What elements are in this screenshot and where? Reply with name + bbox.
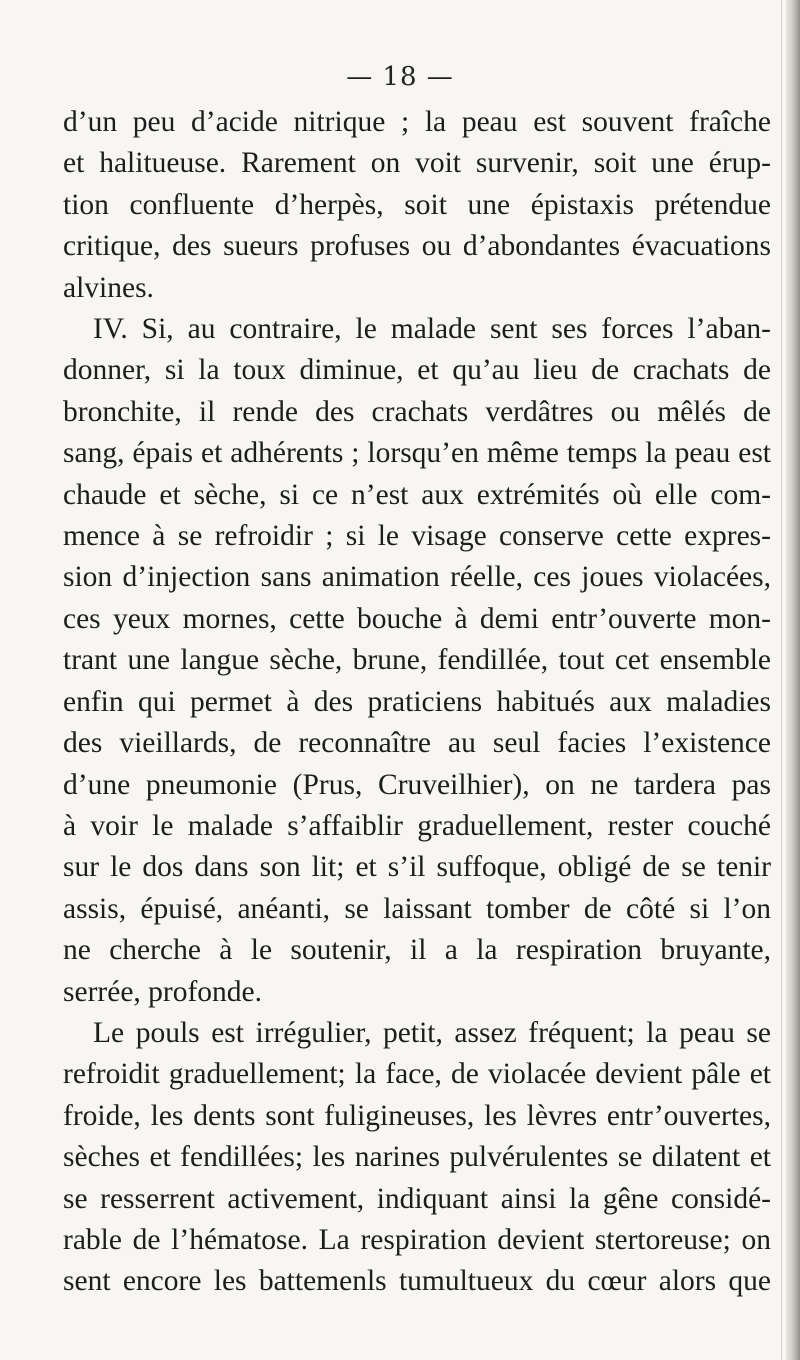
text-line: IV. Si, au contraire, le malade sent ses forces l’aban- xyxy=(93,313,771,346)
page-number: — 18 — xyxy=(346,62,454,92)
book-spine-shadow xyxy=(786,0,800,1360)
text-line: trant une langue sèche, brune, fendillée, tout cet ensemble xyxy=(63,644,771,677)
text-line: assis, épuisé, anéanti, se laissant tomber de côté si l’on xyxy=(63,892,771,925)
text-line: sang, épais et adhérents ; lorsqu’en même temps la peau est xyxy=(63,437,771,470)
text-line: tion confluente d’herpès, soit une épistaxis prétendue xyxy=(63,188,771,221)
text-line: enfin qui permet à des praticiens habitués aux maladies xyxy=(63,685,771,718)
text-line: d’un peu d’acide nitrique ; la peau est souvent fraîche xyxy=(63,106,771,138)
text-line: critique, des sueurs profuses ou d’abondantes évacuations xyxy=(63,230,771,263)
text-line: refroidit graduellement; la face, de violacée devient pâle et xyxy=(63,1058,771,1091)
text-line: sion d’injection sans animation réelle, ces joues violacées, xyxy=(63,561,771,594)
page-edge-line xyxy=(781,0,782,1360)
text-line: serrée, profonde. xyxy=(63,975,263,1008)
text-line: des vieillards, de reconnaître au seul facies l’existence xyxy=(63,727,771,760)
text-line: sur le dos dans son lit; et s’il suffoque, obligé de se tenir xyxy=(63,851,771,884)
text-line: alvines. xyxy=(63,271,154,304)
text-line: à voir le malade s’affaiblir graduellement, rester couché xyxy=(63,809,771,842)
text-line: chaude et sèche, si ce n’est aux extrémités où elle com- xyxy=(63,478,771,511)
text-line: se resserrent activement, indiquant ainsi la gêne considé- xyxy=(63,1182,771,1215)
body-text xyxy=(63,102,771,1303)
text-line: froide, les dents sont fuligineuses, les lèvres entr’ouvertes, xyxy=(63,1099,771,1132)
text-line: rable de l’hématose. La respiration devient stertoreuse; on xyxy=(63,1223,771,1256)
text-line: ne cherche à le soutenir, il a la respiration bruyante, xyxy=(63,934,771,967)
text-line: bronchite, il rende des crachats verdâtres ou mêlés de xyxy=(63,395,771,428)
text-line: Le pouls est irrégulier, petit, assez fréquent; la peau se xyxy=(93,1016,771,1049)
text-line: d’une pneumonie (Prus, Cruveilhier), on ne tardera pas xyxy=(63,768,771,801)
text-line: donner, si la toux diminue, et qu’au lieu de crachats de xyxy=(63,354,771,387)
text-line: et halitueuse. Rarement on voit survenir, soit une érup- xyxy=(63,147,771,180)
text-line: sèches et fendillées; les narines pulvérulentes se dilatent et xyxy=(63,1141,771,1174)
text-line: mence à se refroidir ; si le visage conserve cette expres- xyxy=(63,520,771,553)
text-line: sent encore les battemenls tumultueux du cœur alors que xyxy=(63,1265,771,1298)
text-line: ces yeux mornes, cette bouche à demi entr’ouverte mon- xyxy=(63,602,771,635)
